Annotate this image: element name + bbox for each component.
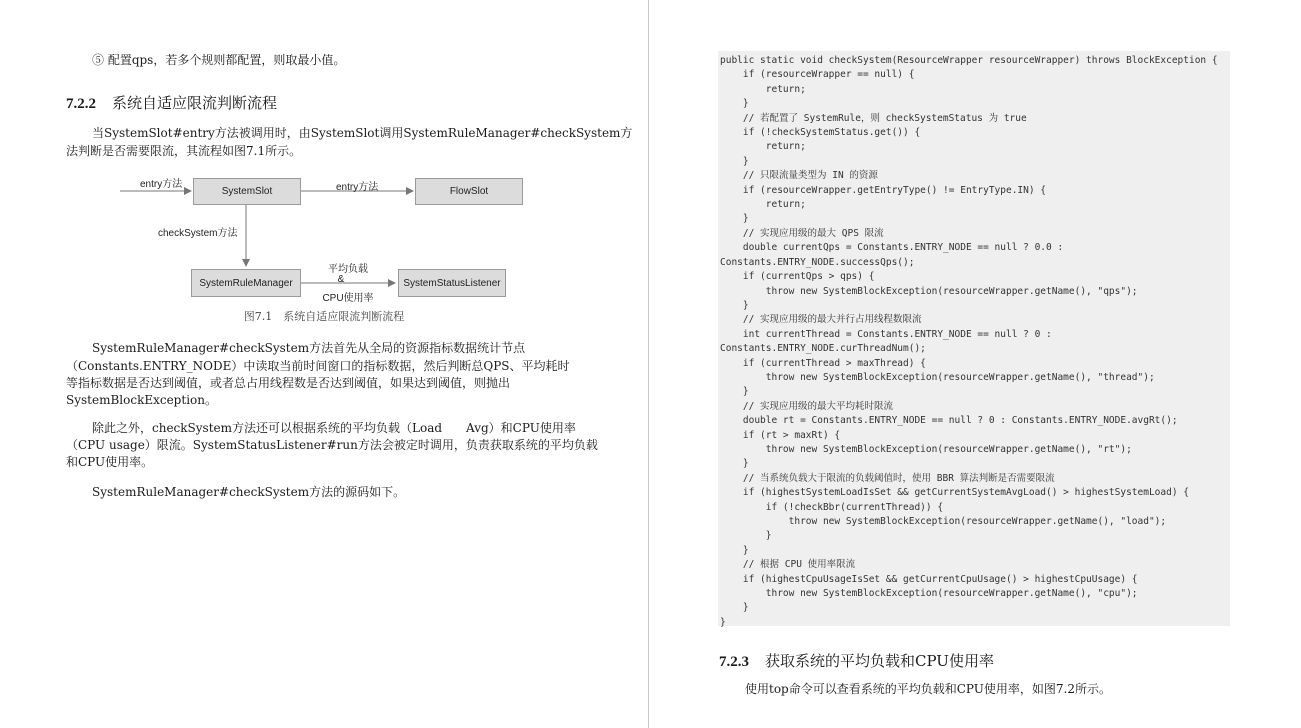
para3-line-3: 和CPU使用率。	[66, 455, 154, 469]
label-check-system: checkSystem方法	[158, 228, 238, 239]
top-command-para: 使用top命令可以查看系统的平均负载和CPU使用率，如图7.2所示。	[745, 682, 1111, 696]
figure-caption: 图7.1 系统自适应限流判断流程	[243, 310, 405, 323]
flow-diagram	[118, 168, 528, 306]
box-system-status-listener: SystemStatusListener	[398, 269, 506, 297]
label-load-2: &	[337, 274, 345, 285]
para2-line-3: 等指标数据是否达到阈值，或者总占用线程数是否达到阈值，如果达到阈值，则抛出	[66, 376, 511, 390]
section-heading-7-2-3	[719, 650, 994, 671]
box-system-rule-manager: SystemRuleManager	[191, 269, 301, 297]
config-qps-item: ⑤ 配置qps，若多个规则都配置，则取最小值。	[92, 53, 346, 67]
para3-line-2: （CPU usage）限流。SystemStatusListener#run方法会被定时调用，负责获取系统的平均负载	[66, 438, 598, 452]
para2-line-4: SystemBlockException。	[66, 393, 217, 407]
intro-line-2: 法判断是否需要限流，其流程如图7.1所示。	[66, 144, 302, 158]
label-entry-in: entry方法	[140, 179, 183, 190]
para3-line-1: 除此之外，checkSystem方法还可以根据系统的平均负载（Load Avg）和CPU使用率	[92, 421, 576, 435]
intro-line-1: 当SystemSlot#entry方法被调用时，由SystemSlot调用SystemRuleManager#checkSystem方	[92, 126, 633, 140]
box-system-slot: SystemSlot	[193, 178, 301, 205]
section-heading-7-2-2	[66, 92, 277, 113]
section-title: 系统自适应限流判断流程	[112, 94, 278, 112]
section-number: 7.2.2	[66, 96, 96, 112]
para4: SystemRuleManager#checkSystem方法的源码如下。	[92, 485, 406, 499]
box-flow-slot: FlowSlot	[415, 178, 523, 205]
label-load-1: 平均负载	[328, 264, 368, 275]
code-text: public static void checkSystem(ResourceWrapper resourceWrapper) throws BlockException { if (resourceWrapper == null) { return; } // 若配置了 SystemRule，则 checkSystemStatus 为 true if (!checkSystemStatus.get()) { return; } // 只限流量类型为 IN 的资源 if (resourceWrapper.getEntryType() != EntryType.IN) { return; } // 实现应用级的最大 QPS 限流 double currentQps = Constants.ENTRY_NODE == null ? 0.0 : Constants.ENTRY_NODE.successQps(); if (currentQps > qps) { throw new SystemBlockException(resourceWrapper.getName(), "qps"); } // 实现应用级的最大并行占用线程数限流 int currentThread = Constants.ENTRY_NODE == null ? 0 : Constants.ENTRY_NODE.curThreadNum(); if (currentThread > maxThread) { throw new SystemBlockException(resourceWrapper.getName(), "thread"); } // 实现应用级的最大平均耗时限流 double rt = Constants.ENTRY_NODE == null ? 0 : Constants.ENTRY_NODE.avgRt(); if (rt > maxRt) { throw new SystemBlockException(resourceWrapper.getName(), "rt"); } // 当系统负载大于限流的负载阈值时，使用 BBR 算法判断是否需要限流 if (highestSystemLoadIsSet && getCurrentSystemAvgLoad() > highestSystemLoad) { if (!checkBbr(currentThread)) { throw new SystemBlockException(resourceWrapper.getName(), "load"); } } // 根据 CPU 使用率限流 if (highestCpuUsageIsSet && getCurrentCpuUsage() > highestCpuUsage) { throw new SystemBlockException(resourceWrapper.getName(), "cpu"); } }	[720, 55, 1218, 628]
section-title-2: 获取系统的平均负载和CPU使用率	[765, 652, 994, 670]
label-entry-mid: entry方法	[336, 182, 379, 193]
label-load-3: CPU使用率	[322, 293, 374, 304]
section-number-2: 7.2.3	[719, 654, 749, 670]
code-block	[718, 51, 1230, 626]
para2-line-1: SystemRuleManager#checkSystem方法首先从全局的资源指标数据统计节点	[92, 341, 526, 355]
para2-line-2: （Constants.ENTRY_NODE）中读取当前时间窗口的指标数据，然后判断总QPS、平均耗时	[66, 359, 570, 373]
